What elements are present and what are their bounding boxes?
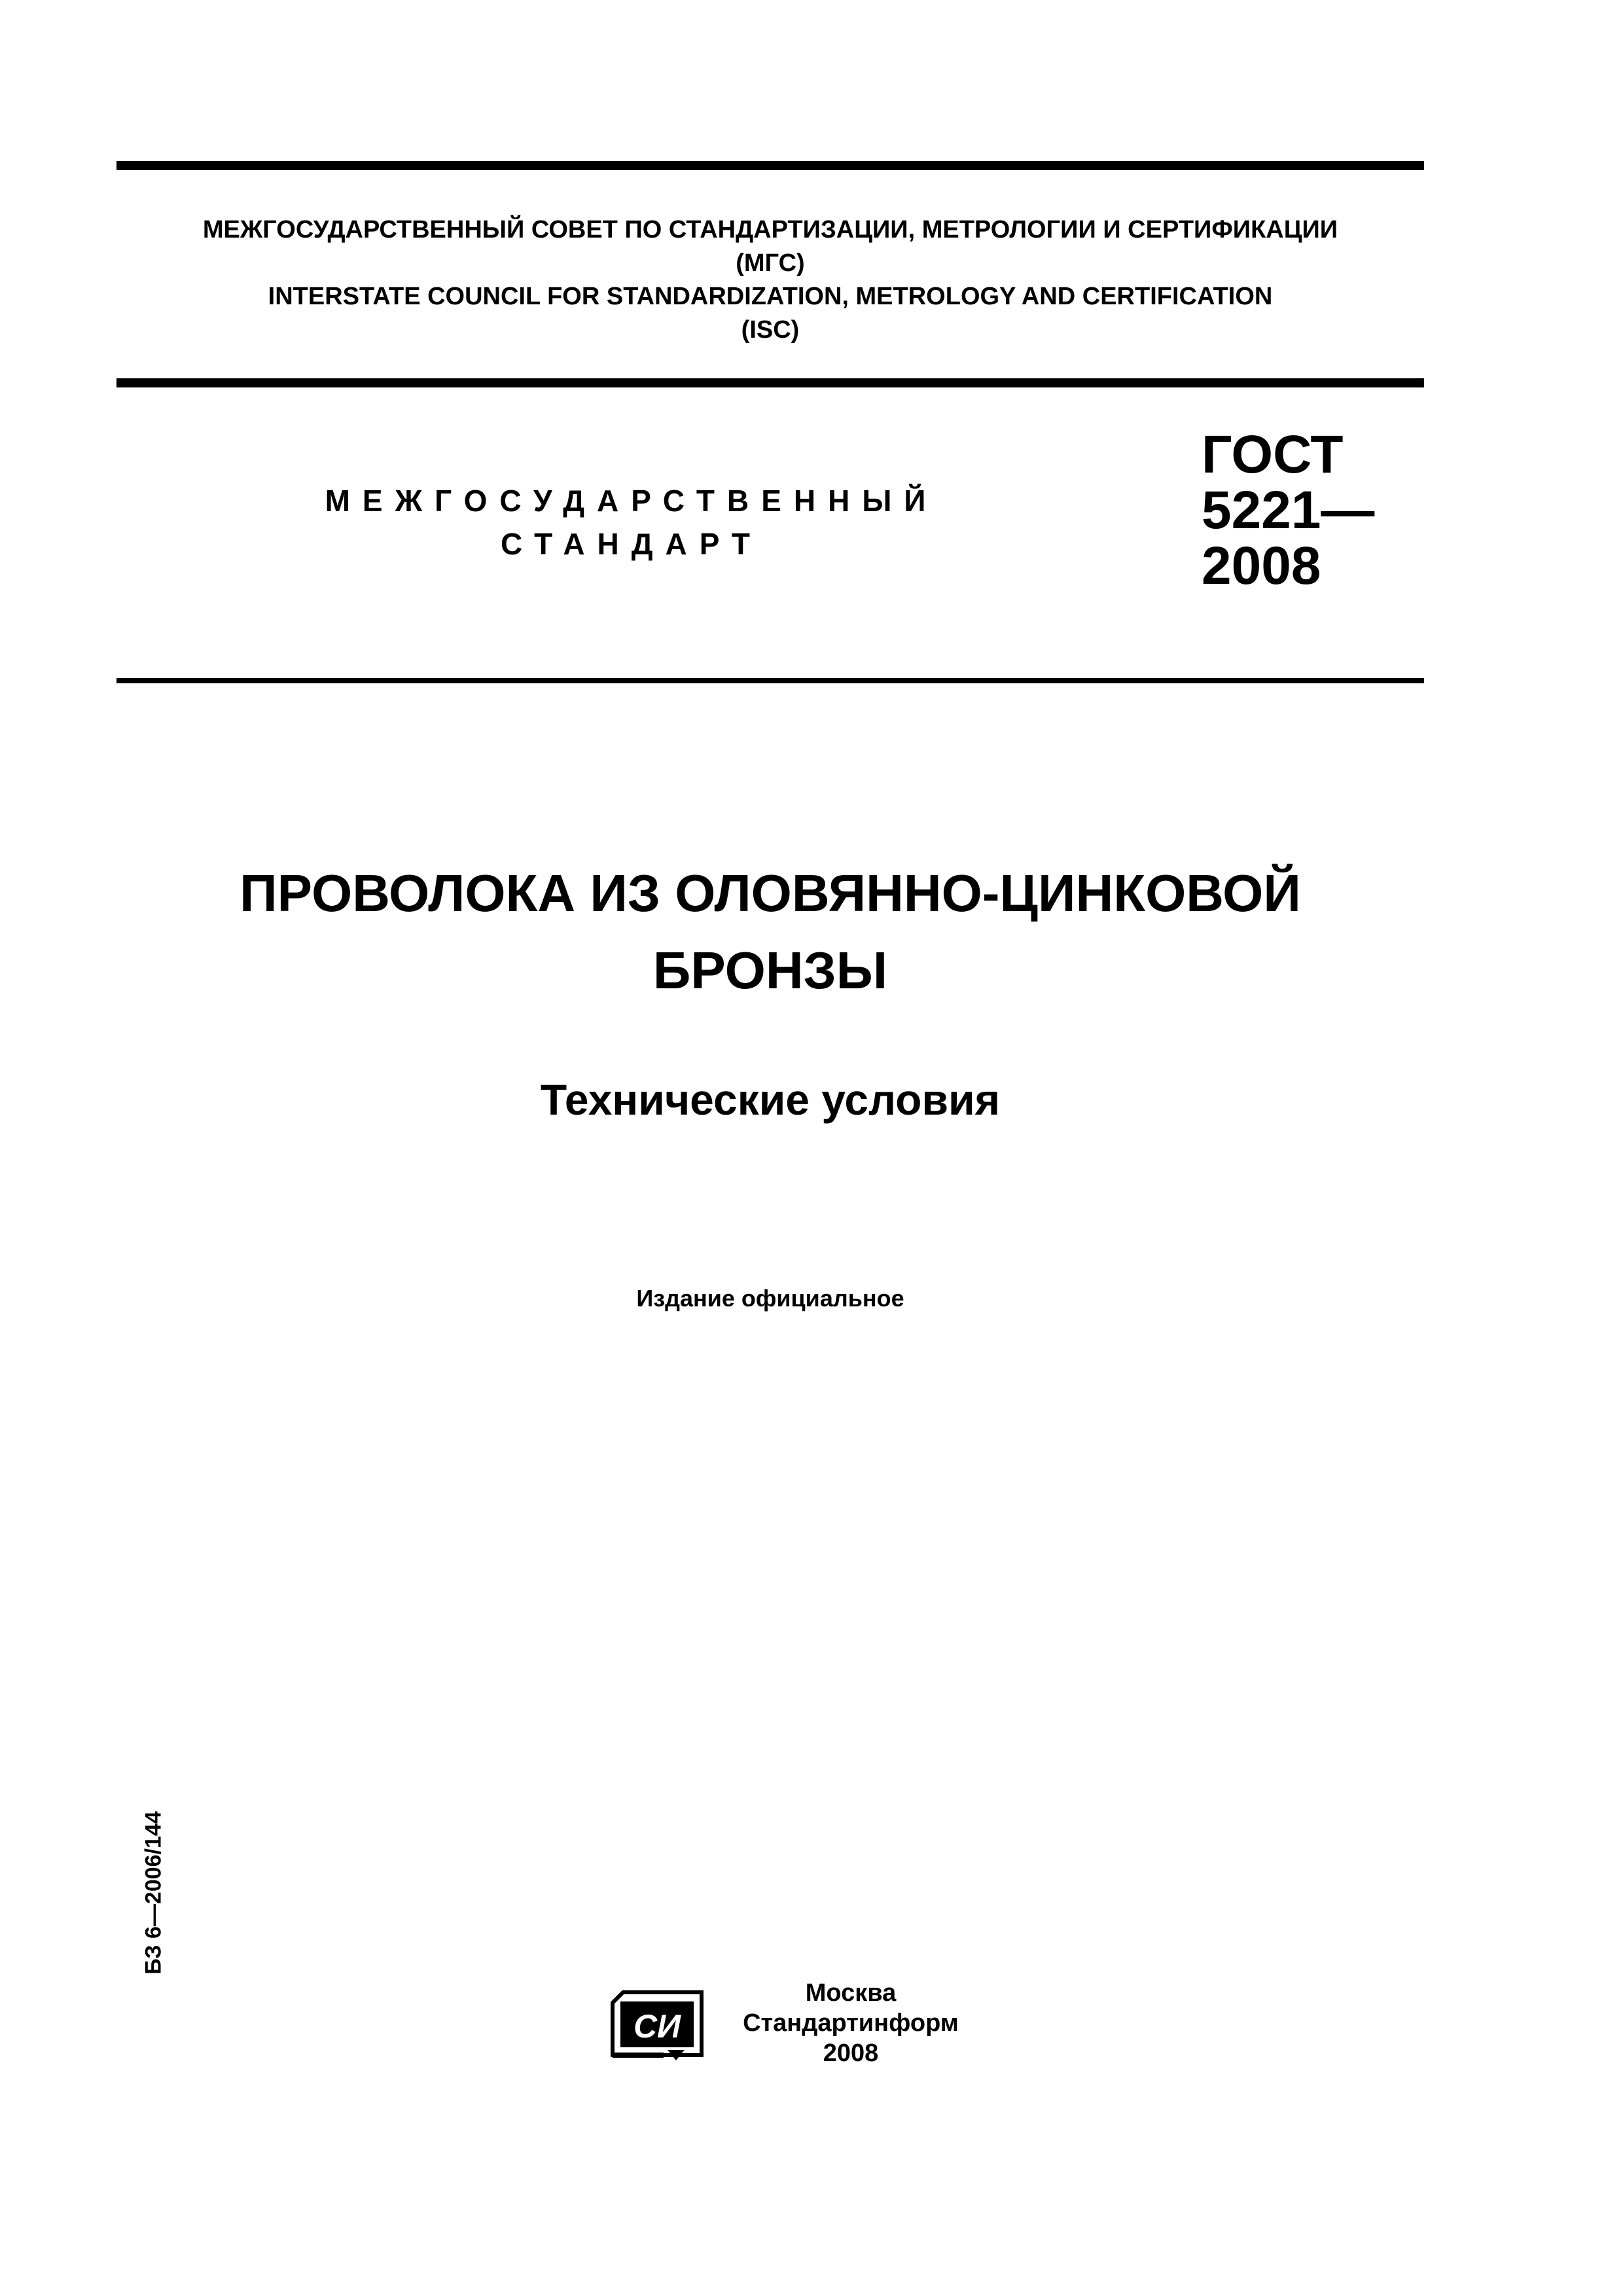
middle-rule xyxy=(116,378,1424,387)
title-line1: ПРОВОЛОКА ИЗ ОЛОВЯННО-ЦИНКОВОЙ xyxy=(240,864,1301,922)
designation-year: 2008 xyxy=(1202,536,1321,596)
publisher-name: Стандартинформ xyxy=(743,2009,959,2037)
council-abbr-ru: (МГС) xyxy=(736,249,805,277)
standard-type-line2: СТАНДАРТ xyxy=(501,527,762,561)
publisher-city: Москва xyxy=(805,1979,897,2007)
council-header xyxy=(116,213,1424,347)
publisher-year: 2008 xyxy=(823,2039,879,2067)
designation-number: 5221— xyxy=(1202,480,1375,540)
council-name-ru: МЕЖГОСУДАРСТВЕННЫЙ СОВЕТ ПО СТАНДАРТИЗАЦИИ, МЕТРОЛОГИИ И СЕРТИФИКАЦИИ xyxy=(202,216,1338,243)
logo-text: СИ xyxy=(633,2008,681,2045)
side-code xyxy=(139,1795,168,1991)
standartinform-logo-icon xyxy=(609,1987,705,2062)
side-code-text: БЗ 6—2006/144 xyxy=(141,1811,166,1975)
lower-rule xyxy=(116,678,1424,683)
top-rule xyxy=(116,161,1424,170)
edition-note: Издание официальное xyxy=(636,1285,904,1312)
designation-prefix: ГОСТ xyxy=(1202,425,1344,484)
document-subtitle: Технические условия xyxy=(540,1075,1001,1124)
council-name-en: INTERSTATE COUNCIL FOR STANDARDIZATION, METROLOGY AND CERTIFICATION xyxy=(268,283,1273,310)
publisher-block xyxy=(720,1978,982,2068)
standard-type xyxy=(275,479,988,565)
standard-designation xyxy=(1202,427,1374,594)
standard-type-line1: МЕЖГОСУДАРСТВЕННЫЙ xyxy=(325,484,938,518)
title-line2: БРОНЗЫ xyxy=(652,941,888,999)
document-title xyxy=(116,855,1424,1009)
council-abbr-en: (ISC) xyxy=(741,316,800,344)
